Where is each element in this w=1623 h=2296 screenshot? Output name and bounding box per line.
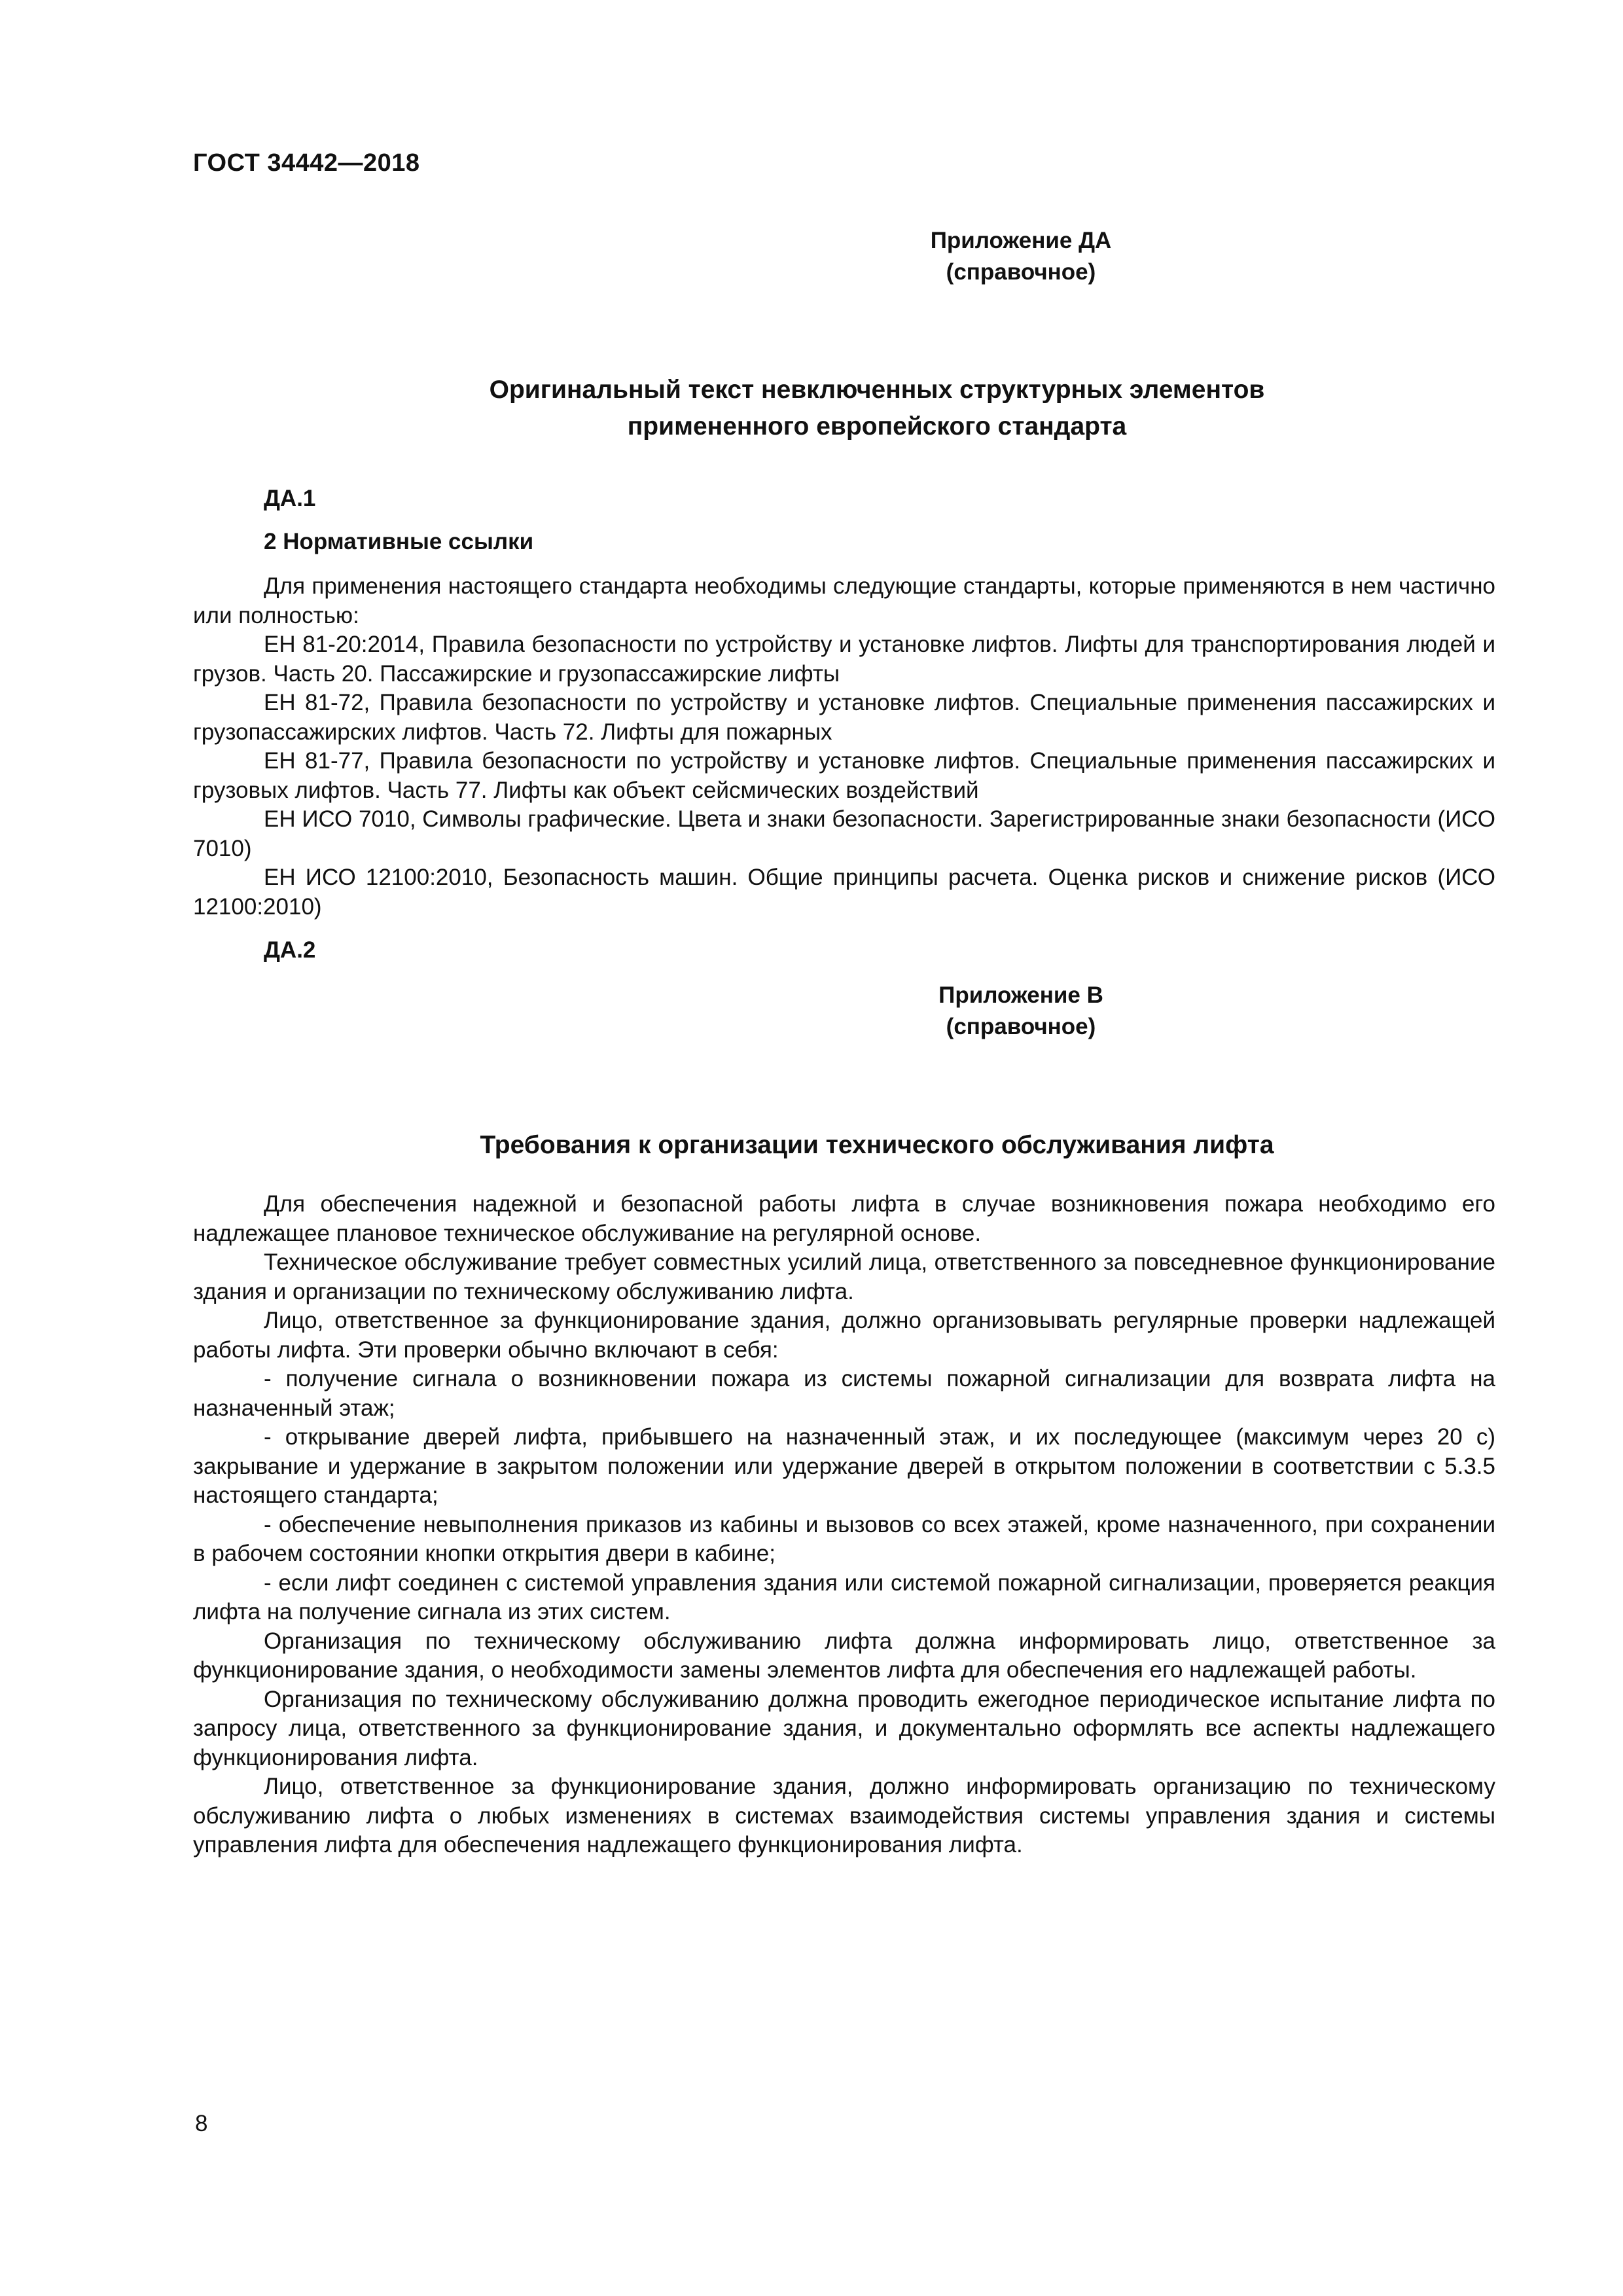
annex-da-label: Приложение ДА xyxy=(930,228,1112,253)
section-normative-references: 2 Нормативные ссылки xyxy=(264,529,534,554)
list-item: - открывание дверей лифта, прибывшего на назначенный этаж, и их последующее (максимум через 20 с) закрывание и удержание в закрытом положении или удержание дверей в открытом положении в соответствии с 5.3.5 настоящего стандарта; xyxy=(193,1424,1495,1508)
paragraph: Техническое обслуживание требует совместных усилий лица, ответственного за повседневное функционирование здания и организации по техническому обслуживанию лифта. xyxy=(193,1249,1495,1304)
standard-code-header: ГОСТ 34442—2018 xyxy=(193,149,420,177)
clause-da2-label: ДА.2 xyxy=(264,937,316,963)
annex-da-title-line2: примененного европейского стандарта xyxy=(627,412,1127,440)
reference-item: ЕН ИСО 12100:2010, Безопасность машин. Общие принципы расчета. Оценка рисков и снижение рисков (ИСО 12100:2010) xyxy=(193,865,1495,920)
paragraph: Лицо, ответственное за функционирование здания, должно информировать организацию по техническому обслуживанию лифта о любых изменениях в системах взаимодействия системы управления здания и системы управления лифта для обеспечения надлежащего функционирования лифта. xyxy=(193,1774,1495,1857)
clause-da1-label: ДА.1 xyxy=(264,486,316,511)
list-item: - получение сигнала о возникновении пожара из системы пожарной сигнализации для возврата лифта на назначенный этаж; xyxy=(193,1366,1495,1421)
annex-da-heading xyxy=(193,225,1623,288)
reference-item: ЕН 81-72, Правила безопасности по устройству и установке лифтов. Специальные применения пассажирских и грузопассажирских лифтов. Часть 72. Лифты для пожарных xyxy=(193,690,1495,745)
annex-b-label: Приложение В xyxy=(938,982,1103,1008)
paragraph: Лицо, ответственное за функционирование здания, должно организовывать регулярные проверки надлежащей работы лифта. Эти проверки обычно включают в себя: xyxy=(193,1308,1495,1363)
annex-b-title: Требования к организации технического обслуживания лифта xyxy=(480,1131,1274,1159)
annex-b-type: (справочное) xyxy=(946,1014,1096,1039)
paragraph: Для применения настоящего стандарта необходимы следующие стандарты, которые применяются в нем частично или полностью: xyxy=(193,573,1495,628)
paragraph: Организация по техническому обслуживанию должна проводить ежегодное периодическое испытание лифта по запросу лица, ответственного за функционирование здания, и документально оформлять все аспекты надлежащего функционирования лифта. xyxy=(193,1686,1495,1770)
list-item: - обеспечение невыполнения приказов из кабины и вызовов со всех этажей, кроме назначенного, при сохранении в рабочем состоянии кнопки открытия двери в кабине; xyxy=(193,1511,1495,1566)
annex-da-title-line1: Оригинальный текст невключенных структурных элементов xyxy=(489,376,1265,404)
annex-da-title xyxy=(193,372,1528,445)
list-item: - если лифт соединен с системой управления здания или системой пожарной сигнализации, проверяется реакция лифта на получение сигнала из этих систем. xyxy=(193,1570,1495,1624)
reference-item: ЕН 81-77, Правила безопасности по устройству и установке лифтов. Специальные применения пассажирских и грузовых лифтов. Часть 77. Лифты как объект сейсмических воздействий xyxy=(193,748,1495,803)
da1-body xyxy=(193,572,1495,922)
reference-item: ЕН ИСО 7010, Символы графические. Цвета и знаки безопасности. Зарегистрированные знаки безопасности (ИСО 7010) xyxy=(193,806,1495,861)
annex-b-heading xyxy=(193,980,1623,1043)
paragraph: Для обеспечения надежной и безопасной работы лифта в случае возникновения пожара необходимо его надлежащее плановое техническое обслуживание на регулярной основе. xyxy=(193,1191,1495,1246)
annex-da-type: (справочное) xyxy=(946,259,1096,285)
paragraph: Организация по техническому обслуживанию лифта должна информировать лицо, ответственное за функционирование здания, о необходимости замены элементов лифта для обеспечения его надлежащей работы. xyxy=(193,1628,1495,1683)
annex-b-body xyxy=(193,1190,1495,1860)
page-number: 8 xyxy=(195,2111,208,2136)
reference-item: ЕН 81-20:2014, Правила безопасности по устройству и установке лифтов. Лифты для транспортирования людей и грузов. Часть 20. Пассажирские и грузопассажирские лифты xyxy=(193,632,1495,687)
